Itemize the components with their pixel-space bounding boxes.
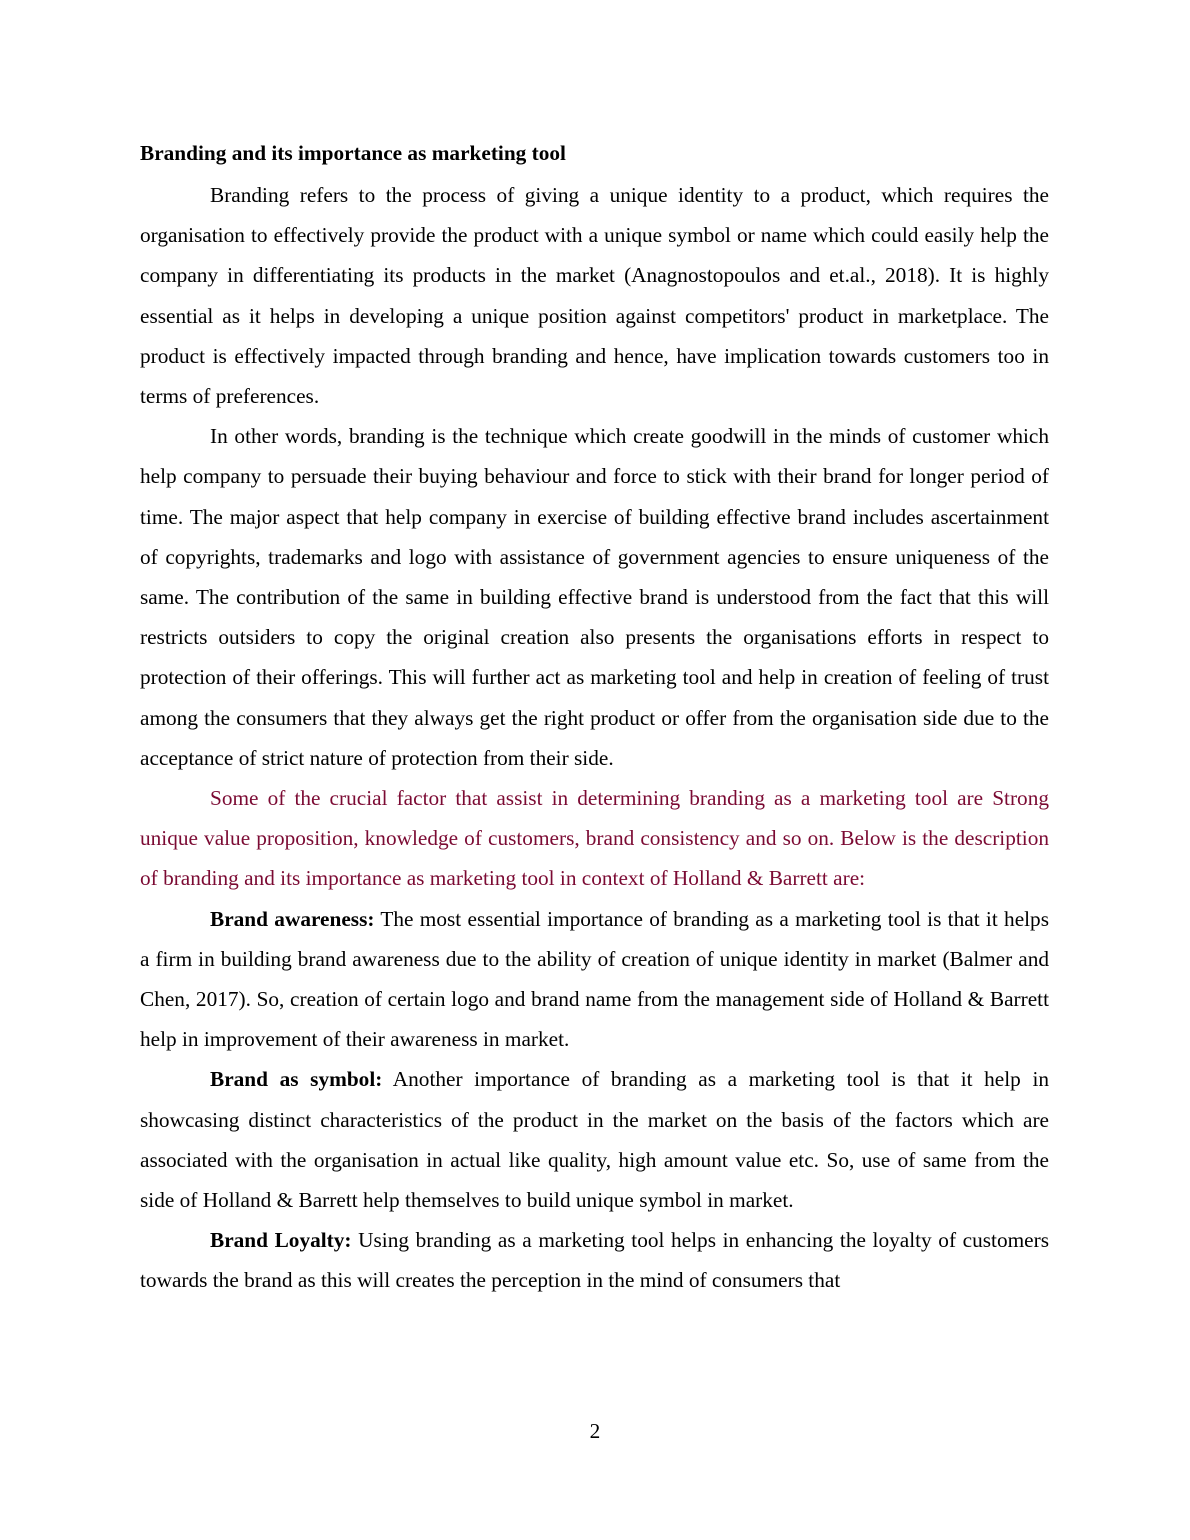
- paragraph-text: The most essential importance of branding as a marketing tool is that it helps a firm in building brand awareness due to the ability of creation of unique identity in market (Balmer and Chen, 2017). So, creation of certain logo and brand name from the management side of Holland & Barrett help in improvement of their awareness in market.: [140, 906, 1049, 1052]
- term-brand-awareness: Brand awareness:: [210, 906, 375, 931]
- section-heading: Branding and its importance as marketing tool: [140, 141, 566, 165]
- page-number: 2: [589, 1419, 601, 1443]
- paragraph-crucial-factors: [140, 778, 1049, 899]
- paragraph-branding-goodwill: [140, 416, 1049, 778]
- page-content: [140, 137, 1049, 1301]
- paragraph-text: Branding refers to the process of giving a unique identity to a product, which requires the organisation to effectively provide the product with a unique symbol or name which could easily help the company in differentiating its products in the market (Anagnostopoulos and et.al., 2018). It is highly essential as it helps in developing a unique position against competitors' product in marketplace. The product is effectively impacted through branding and hence, have implication towards customers too in terms of preferences.: [140, 183, 1049, 409]
- paragraph-branding-definition: [140, 175, 1049, 416]
- term-brand-as-symbol: Brand as symbol:: [210, 1067, 383, 1092]
- paragraph-brand-awareness: [140, 899, 1049, 1060]
- paragraph-text: Using branding as a marketing tool helps in enhancing the loyalty of customers towards the brand as this will creates the perception in the mind of consumers that: [140, 1228, 1050, 1293]
- paragraph-brand-as-symbol: [140, 1059, 1049, 1220]
- paragraph-text: Some of the crucial factor that assist in determining branding as a marketing tool are Strong unique value proposition, knowledge of customers, brand consistency and so on. Below is the description of branding and its importance as marketing tool in context of Holland & Barrett are:: [140, 786, 1049, 891]
- paragraph-text: In other words, branding is the technique which create goodwill in the minds of customer which help company to persuade their buying behaviour and force to stick with their brand for longer period of time. The major aspect that help company in exercise of building effective brand includes ascertainment of copyrights, trademarks and logo with assistance of government agencies to ensure uniqueness of the same. The contribution of the same in building effective brand is understood from the fact that this will restricts outsiders to copy the original creation also presents the organisations efforts in respect to protection of their offerings. This will further act as marketing tool and help in creation of feeling of trust among the consumers that they always get the right product or offer from the organisation side due to the acceptance of strict nature of protection from their side.: [140, 424, 1049, 770]
- term-brand-loyalty: Brand Loyalty:: [210, 1228, 352, 1253]
- paragraph-text: Another importance of branding as a marketing tool is that it help in showcasing distinct characteristics of the product in the market on the basis of the factors which are associated with the organisation in actual like quality, high amount value etc. So, use of same from the side of Holland & Barrett help themselves to build unique symbol in market.: [140, 1067, 1050, 1213]
- paragraph-brand-loyalty: [140, 1220, 1049, 1300]
